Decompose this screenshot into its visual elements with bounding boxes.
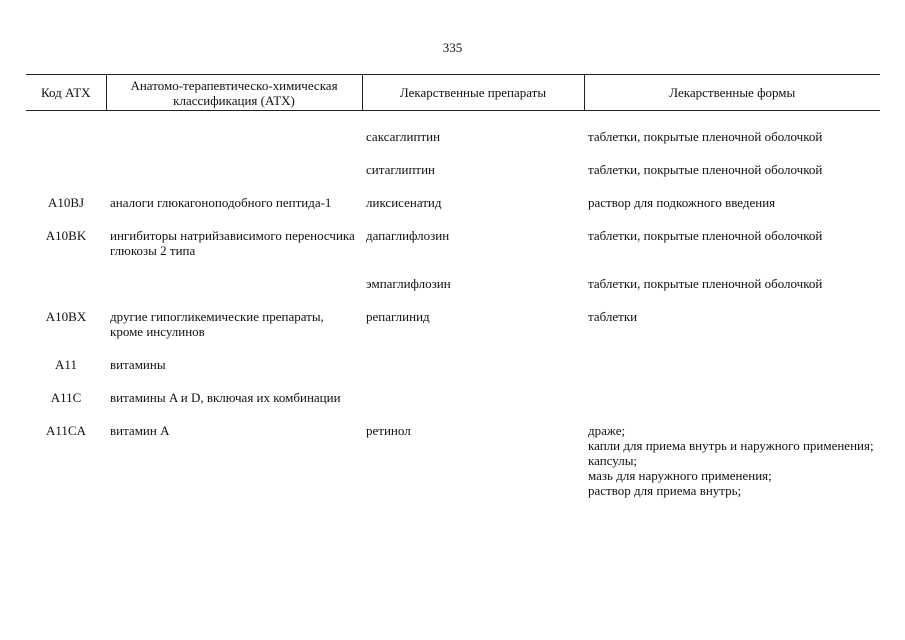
dosage-form-line: капли для приема внутрь и наружного применения; <box>588 438 874 453</box>
row-spacer <box>26 372 880 390</box>
cell-atc-code: A11 <box>55 357 77 372</box>
table-row <box>26 357 880 372</box>
cell-classification <box>106 129 362 144</box>
cell-classification <box>106 162 362 177</box>
cell-drug: эмпаглифлозин <box>366 276 451 291</box>
cell-drug <box>362 357 584 372</box>
cell-drug: ликсисенатид <box>366 195 442 210</box>
cell-drug: репаглинид <box>366 309 430 324</box>
cell-atc-code: A10BX <box>45 309 87 324</box>
table-row <box>26 129 880 144</box>
table-row <box>26 309 880 339</box>
row-spacer <box>26 339 880 357</box>
cell-dosage-forms <box>584 195 880 210</box>
dosage-form-line: мазь для наружного применения; <box>588 468 772 483</box>
dosage-form-line: таблетки, покрытые пленочной оболочкой <box>588 276 823 291</box>
cell-classification: витамины <box>110 357 166 372</box>
cell-dosage-forms <box>584 357 880 372</box>
cell-drug: дапаглифлозин <box>366 228 450 243</box>
table-row <box>26 423 880 498</box>
dosage-form-line: раствор для подкожного введения <box>588 195 776 210</box>
table-row <box>26 390 880 405</box>
page-number: 335 <box>442 40 463 55</box>
cell-atc-code: A11CA <box>46 423 86 438</box>
cell-atc-code: A11C <box>50 390 82 405</box>
table-row <box>26 276 880 291</box>
cell-dosage-forms <box>584 129 880 144</box>
row-spacer <box>26 177 880 195</box>
cell-classification <box>106 276 362 291</box>
table-row <box>26 162 880 177</box>
cell-classification: аналоги глюкагоноподобного пептида-1 <box>110 195 332 210</box>
cell-atc-code <box>26 129 106 144</box>
cell-classification: витамины A и D, включая их комбинации <box>110 390 341 405</box>
cell-dosage-forms <box>584 423 880 498</box>
cell-classification: ингибиторы натрийзависимого переносчика глюкозы 2 типа <box>110 228 355 258</box>
cell-dosage-forms <box>584 309 880 339</box>
dosage-form-line: драже; <box>588 423 626 438</box>
header-forms: Лекарственные формы <box>584 75 880 111</box>
dosage-form-line: раствор для приема внутрь; <box>588 483 742 498</box>
table-row <box>26 195 880 210</box>
table-body <box>26 111 880 499</box>
cell-drug: ситаглиптин <box>366 162 436 177</box>
row-spacer <box>26 144 880 162</box>
cell-atc-code <box>26 162 106 177</box>
header-classification: Анатомо-терапевтическо-химическая классификация (АТХ) <box>106 75 362 111</box>
atc-drug-table <box>26 74 880 498</box>
cell-atc-code <box>26 276 106 291</box>
row-spacer <box>26 111 880 130</box>
dosage-form-line: таблетки, покрытые пленочной оболочкой <box>588 162 823 177</box>
cell-dosage-forms <box>584 276 880 291</box>
table-row <box>26 228 880 258</box>
dosage-form-line: таблетки <box>588 309 638 324</box>
cell-dosage-forms <box>584 162 880 177</box>
cell-dosage-forms <box>584 228 880 258</box>
cell-drug: ретинол <box>366 423 411 438</box>
cell-dosage-forms <box>584 390 880 405</box>
dosage-form-line: таблетки, покрытые пленочной оболочкой <box>588 129 823 144</box>
cell-drug <box>362 390 584 405</box>
row-spacer <box>26 405 880 423</box>
table-header-row <box>26 75 880 111</box>
row-spacer <box>26 258 880 276</box>
header-code: Код АТХ <box>26 75 106 111</box>
cell-atc-code: A10BK <box>45 228 87 243</box>
dosage-form-line: капсулы; <box>588 453 638 468</box>
cell-drug: саксаглиптин <box>366 129 441 144</box>
dosage-form-line: таблетки, покрытые пленочной оболочкой <box>588 228 823 243</box>
header-drugs: Лекарственные препараты <box>362 75 584 111</box>
cell-atc-code: A10BJ <box>47 195 85 210</box>
cell-classification: витамин A <box>110 423 170 438</box>
row-spacer <box>26 210 880 228</box>
row-spacer <box>26 291 880 309</box>
cell-classification: другие гипогликемические препараты, кроме инсулинов <box>110 309 324 339</box>
